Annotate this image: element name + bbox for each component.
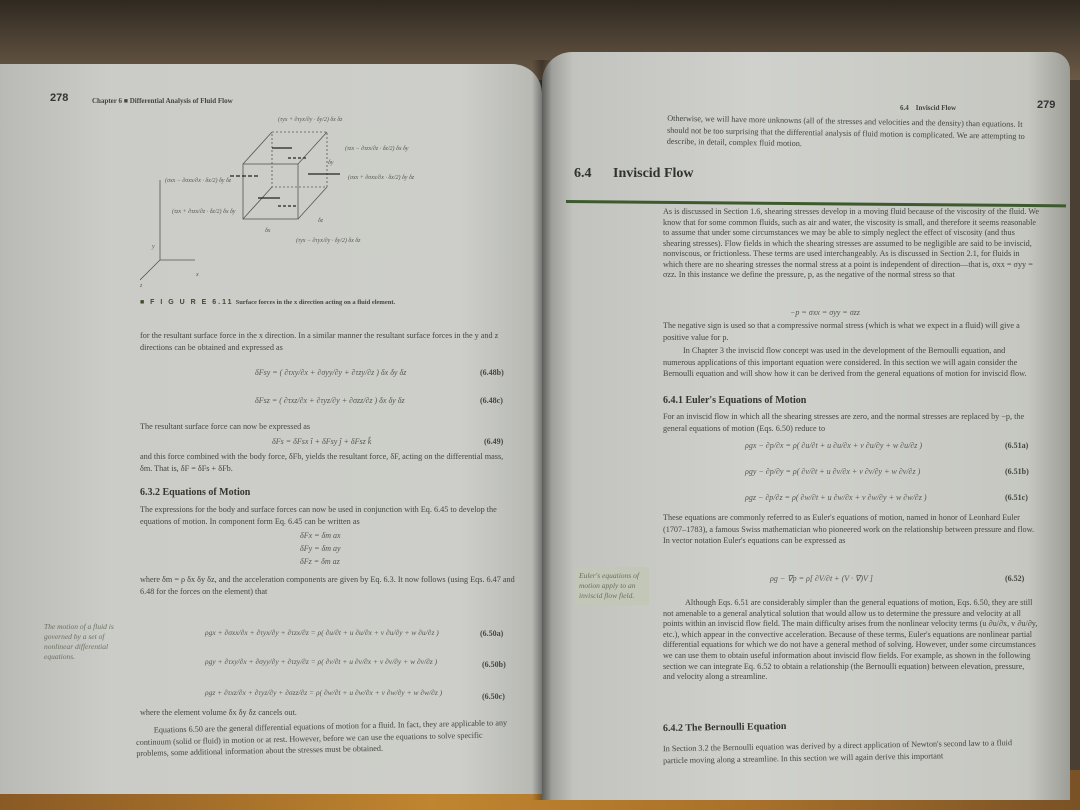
paragraph: Otherwise, we will have more unknowns (all of the stresses and velocities and the density) than equations. It should not be too surprising that the differential analysis of fluid motion is complicated. We are attempting to describe, in detail, complex fluid motion. xyxy=(666,113,1025,149)
figure-label: (τzx + ∂τzx/∂z · δz/2) δx δy xyxy=(172,209,236,215)
figure-label: (σxx + ∂σxx/∂x · δx/2) δy δz xyxy=(348,175,415,181)
paragraph: and this force combined with the body force, δFb, yields the resultant force, δF, acting on the differential mass, δm. That is, δF = δFs + δFb. xyxy=(140,452,504,473)
equation-number: (6.51c) xyxy=(1005,493,1028,502)
section-number: 6.4 xyxy=(574,166,592,181)
figure-caption xyxy=(140,297,420,307)
right-running-header xyxy=(900,103,956,115)
header-section-number: 6.4 xyxy=(900,104,909,112)
equation-number: (6.50a) xyxy=(480,629,504,638)
figure-label: (σxx − ∂σxx/∂x · δx/2) δy δz xyxy=(165,178,232,184)
equation-pressure: −p = σxx = σyy = σzz xyxy=(790,308,860,317)
figure-label: y xyxy=(152,244,155,250)
right-page-number: 279 xyxy=(1037,99,1056,111)
paragraph: In Chapter 3 the inviscid flow concept was used in the development of the Bernoulli equation, and numerous applications of this important equation were considered. In this section we will again consider the Bernoulli equation and will show how it can be derived from the general equations of motion for inviscid flow. xyxy=(663,346,1027,379)
paragraph: The expressions for the body and surface forces can now be used in conjunction with Eq. 6.45 to develop the equations of motion. In component form Eq. 6.45 can be written as xyxy=(140,505,497,526)
paragraph: These equations are commonly referred to as Euler's equations of motion, named in honor of Leonhard Euler (1707–1783), a famous Swiss mathematician who pioneered work on the relationship between pressure and flow. In vector notation Euler's equations can be expressed as xyxy=(663,513,1034,546)
book-gutter xyxy=(532,60,552,800)
equation-number: (6.52) xyxy=(1005,574,1025,583)
paragraph: Equations 6.50 are the general differential equations of motion for a fluid. In fact, they are applicable to any continuum (solid or fluid) in motion or at rest. However, before we can use the equations to solve specific problems, some additional information about the stresses must be obtained. xyxy=(135,718,508,759)
section-heading-6-4-2: 6.4.2 The Bernoulli Equation xyxy=(662,720,787,735)
margin-note: The motion of a fluid is governed by a set of nonlinear differential equations. xyxy=(44,622,114,661)
paragraph: where the element volume δx δy δz cancels out. xyxy=(140,708,297,717)
paragraph: The resultant surface force can now be expressed as xyxy=(140,422,311,431)
equation-6-52: ρg − ∇p = ρ[ ∂V/∂t + (V · ∇)V ] xyxy=(770,574,873,583)
header-section-title: Inviscid Flow xyxy=(915,104,957,112)
equation-component: δFz = δm az xyxy=(300,557,340,566)
equation-6-49: δFs = δFsx î + δFsy ĵ + δFsz k̂ xyxy=(272,437,372,446)
figure-label: δy xyxy=(328,160,334,166)
figure-label-number: ■ F I G U R E 6.11 xyxy=(140,299,234,306)
figure-label: x xyxy=(196,272,199,278)
equation-component: δFy = δm ay xyxy=(300,544,341,553)
paragraph: For an inviscid flow in which all the shearing stresses are zero, and the normal stresses are replaced by −p, the general equations of motion (Eqs. 6.50) reduce to xyxy=(663,412,1025,433)
equation-number: (6.51b) xyxy=(1005,467,1029,476)
equation-6-51c: ρgz − ∂p/∂z = ρ( ∂w/∂t + u ∂w/∂x + v ∂w/∂y + w ∂w/∂z ) xyxy=(745,493,927,502)
equation-6-50c: ρgz + ∂τxz/∂x + ∂τyz/∂y + ∂σzz/∂z = ρ( ∂w/∂t + u ∂w/∂x + v ∂w/∂y + w ∂w/∂z ) xyxy=(205,688,443,697)
figure-fluid-element xyxy=(140,110,400,300)
paragraph: Although Eqs. 6.51 are considerably simpler than the general equations of motion, Eqs. 6.50, they are still not amenable to a general analytical solution that would allow us to determine the pressure and velocity at all points within an inviscid flow field. The main difficulty arises from the nonlinear velocity terms (u ∂u/∂x, v ∂u/∂y, etc.), which appear in the convective acceleration. Because of these terms, Euler's equations are nonlinear partial differential equations for which we do not have a general method of solving. However, under some circumstances we can use them to obtain useful information about inviscid flow fields. For example, as shown in the following section we can integrate Eq. 6.52 to obtain a relationship (the Bernoulli equation) between elevation, pressure, and velocity along a streamline. xyxy=(663,598,1038,682)
equation-number: (6.49) xyxy=(484,437,504,446)
equation-6-51a: ρgx − ∂p/∂x = ρ( ∂u/∂t + u ∂u/∂x + v ∂u/∂y + w ∂u/∂z ) xyxy=(745,441,923,450)
figure-caption-text: Surface forces in the x direction acting on a fluid element. xyxy=(235,299,396,306)
paragraph: As is discussed in Section 1.6, shearing stresses develop in a moving fluid because of the viscosity of the fluid. We know that for some common fluids, such as air and water, the viscosity is small, and therefore it seems reasonable to assume that under some circumstances we may be able to simply neglect the effect of viscosity (and thus shearing stresses). Flow fields in which the shearing stresses are assumed to be negligible are said to be inviscid, nonviscous, or frictionless. These terms are used interchangeably. As is discussed in Section 2.1, for fluids in which there are no shearing stresses the normal stress at a point is independent of direction—that is, σxx = σyy = σzz. In this instance we define the pressure, p, as the negative of the normal stress so that xyxy=(663,207,1039,279)
figure-label: (τzx − ∂τzx/∂z · δz/2) δx δy xyxy=(345,146,409,152)
equation-number: (6.50b) xyxy=(482,660,506,669)
equation-number: (6.50c) xyxy=(482,692,505,701)
equation-number: (6.48c) xyxy=(480,396,503,405)
equation-component: δFx = δm ax xyxy=(300,531,341,540)
figure-label: (τyx + ∂τyx/∂y · δy/2) δx δz xyxy=(278,117,343,123)
paragraph: where δm = ρ δx δy δz, and the acceleration components are given by Eq. 6.3. It now follows (using Eqs. 6.47 and 6.48 for the forces on the element) that xyxy=(140,575,515,596)
equation-number: (6.51a) xyxy=(1005,441,1029,450)
equation-6-48b: δFsy = ( ∂τxy/∂x + ∂σyy/∂y + ∂τzy/∂z ) δx δy δz xyxy=(255,368,407,377)
left-page-number: 278 xyxy=(50,92,69,104)
paragraph: The negative sign is used so that a compressive normal stress (which is what we expect in a fluid) will give a positive value for p. xyxy=(663,321,1020,342)
left-running-header: Chapter 6 ■ Differential Analysis of Fluid Flow xyxy=(92,97,233,105)
paragraph: In Section 3.2 the Bernoulli equation was derived by a direct application of Newton's second law to a fluid particle moving along a streamline. In this section we will again derive this important xyxy=(662,738,1013,765)
figure-label: (τyx − ∂τyx/∂y · δy/2) δx δz xyxy=(296,238,361,244)
equation-6-48c: δFsz = ( ∂τxz/∂x + ∂τyz/∂y + ∂σzz/∂z ) δx δy δz xyxy=(255,396,405,405)
equation-6-50b: ρgy + ∂τxy/∂x + ∂σyy/∂y + ∂τzy/∂z = ρ( ∂v/∂t + u ∂v/∂x + v ∂v/∂y + w ∂v/∂z ) xyxy=(205,657,438,666)
section-heading-6-4-1: 6.4.1 Euler's Equations of Motion xyxy=(663,395,807,406)
figure-label: δx xyxy=(265,228,271,234)
margin-note: Euler's equations of motion apply to an inviscid flow field. xyxy=(575,567,649,605)
equation-6-51b: ρgy − ∂p/∂y = ρ( ∂v/∂t + u ∂v/∂x + v ∂v/∂y + w ∂v/∂z ) xyxy=(745,467,921,476)
paragraph: for the resultant surface force in the x direction. In a similar manner the resultant surface forces in the y and z directions can be obtained and expressed as xyxy=(140,331,499,352)
section-heading-inviscid-flow: Inviscid Flow xyxy=(613,166,694,181)
figure-label: δz xyxy=(318,218,324,224)
figure-label: z xyxy=(140,283,143,289)
equation-6-50a: ρgx + ∂σxx/∂x + ∂τyx/∂y + ∂τzx/∂z = ρ( ∂u/∂t + u ∂u/∂x + v ∂u/∂y + w ∂u/∂z ) xyxy=(205,628,439,637)
section-heading-6-3-2: 6.3.2 Equations of Motion xyxy=(140,487,251,498)
equation-number: (6.48b) xyxy=(480,368,504,377)
